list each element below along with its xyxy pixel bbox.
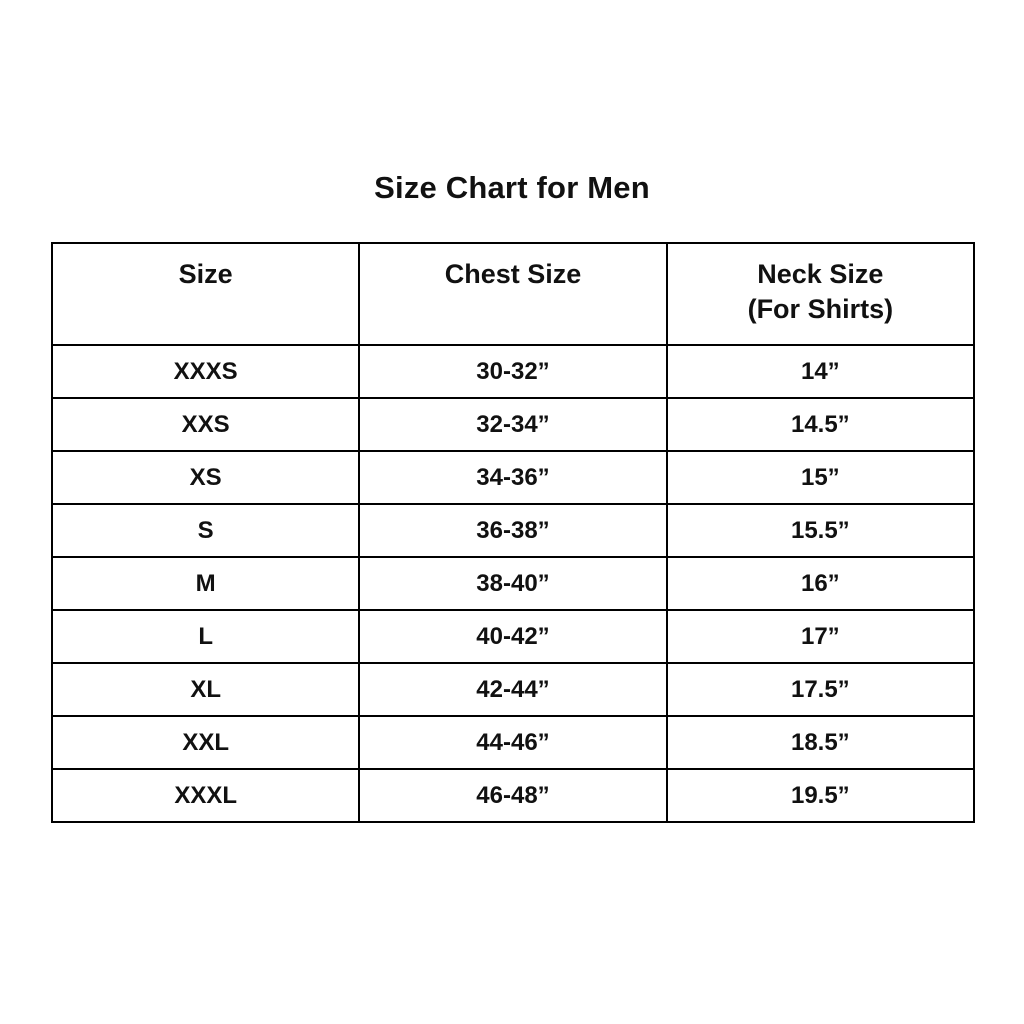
table-header <box>52 243 974 345</box>
chest-size-cell: 44-46” <box>359 716 666 769</box>
chest-size-cell: 30-32” <box>359 345 666 398</box>
chest-size-cell: 42-44” <box>359 663 666 716</box>
table-body <box>52 345 974 822</box>
neck-size-cell: 18.5” <box>667 716 974 769</box>
column-header-chest-size <box>359 243 666 345</box>
column-header-neck-size-subtitle: (For Shirts) <box>747 294 894 325</box>
size-cell: XL <box>52 663 359 716</box>
chest-size-cell: 40-42” <box>359 610 666 663</box>
size-cell: M <box>52 557 359 610</box>
table-row-xl <box>52 663 974 716</box>
table-row-xxl <box>52 716 974 769</box>
size-cell: S <box>52 504 359 557</box>
chest-size-cell: 46-48” <box>359 769 666 822</box>
header-row <box>52 243 974 345</box>
column-header-size <box>52 243 359 345</box>
neck-size-cell: 15.5” <box>667 504 974 557</box>
neck-size-cell: 17.5” <box>667 663 974 716</box>
column-header-neck-size-label: Neck Size <box>757 259 884 289</box>
column-header-size-label: Size <box>178 259 233 289</box>
neck-size-cell: 16” <box>667 557 974 610</box>
neck-size-cell: 19.5” <box>667 769 974 822</box>
size-cell: XS <box>52 451 359 504</box>
chest-size-cell: 38-40” <box>359 557 666 610</box>
table-row-xxs <box>52 398 974 451</box>
chest-size-cell: 34-36” <box>359 451 666 504</box>
table-row-xxxs <box>52 345 974 398</box>
size-cell: XXXS <box>52 345 359 398</box>
chest-size-cell: 32-34” <box>359 398 666 451</box>
neck-size-cell: 14” <box>667 345 974 398</box>
size-cell: XXXL <box>52 769 359 822</box>
size-cell: XXS <box>52 398 359 451</box>
column-header-neck-size <box>667 243 974 345</box>
size-chart-table-container <box>51 242 975 823</box>
chest-size-cell: 36-38” <box>359 504 666 557</box>
table-row-m <box>52 557 974 610</box>
neck-size-cell: 15” <box>667 451 974 504</box>
table-row-xxxl <box>52 769 974 822</box>
size-cell: XXL <box>52 716 359 769</box>
neck-size-cell: 17” <box>667 610 974 663</box>
table-row-s <box>52 504 974 557</box>
column-header-chest-size-label: Chest Size <box>444 259 582 289</box>
size-chart-table <box>51 242 975 823</box>
table-row-xs <box>52 451 974 504</box>
table-row-l <box>52 610 974 663</box>
page-title: Size Chart for Men <box>374 170 650 205</box>
neck-size-cell: 14.5” <box>667 398 974 451</box>
size-cell: L <box>52 610 359 663</box>
